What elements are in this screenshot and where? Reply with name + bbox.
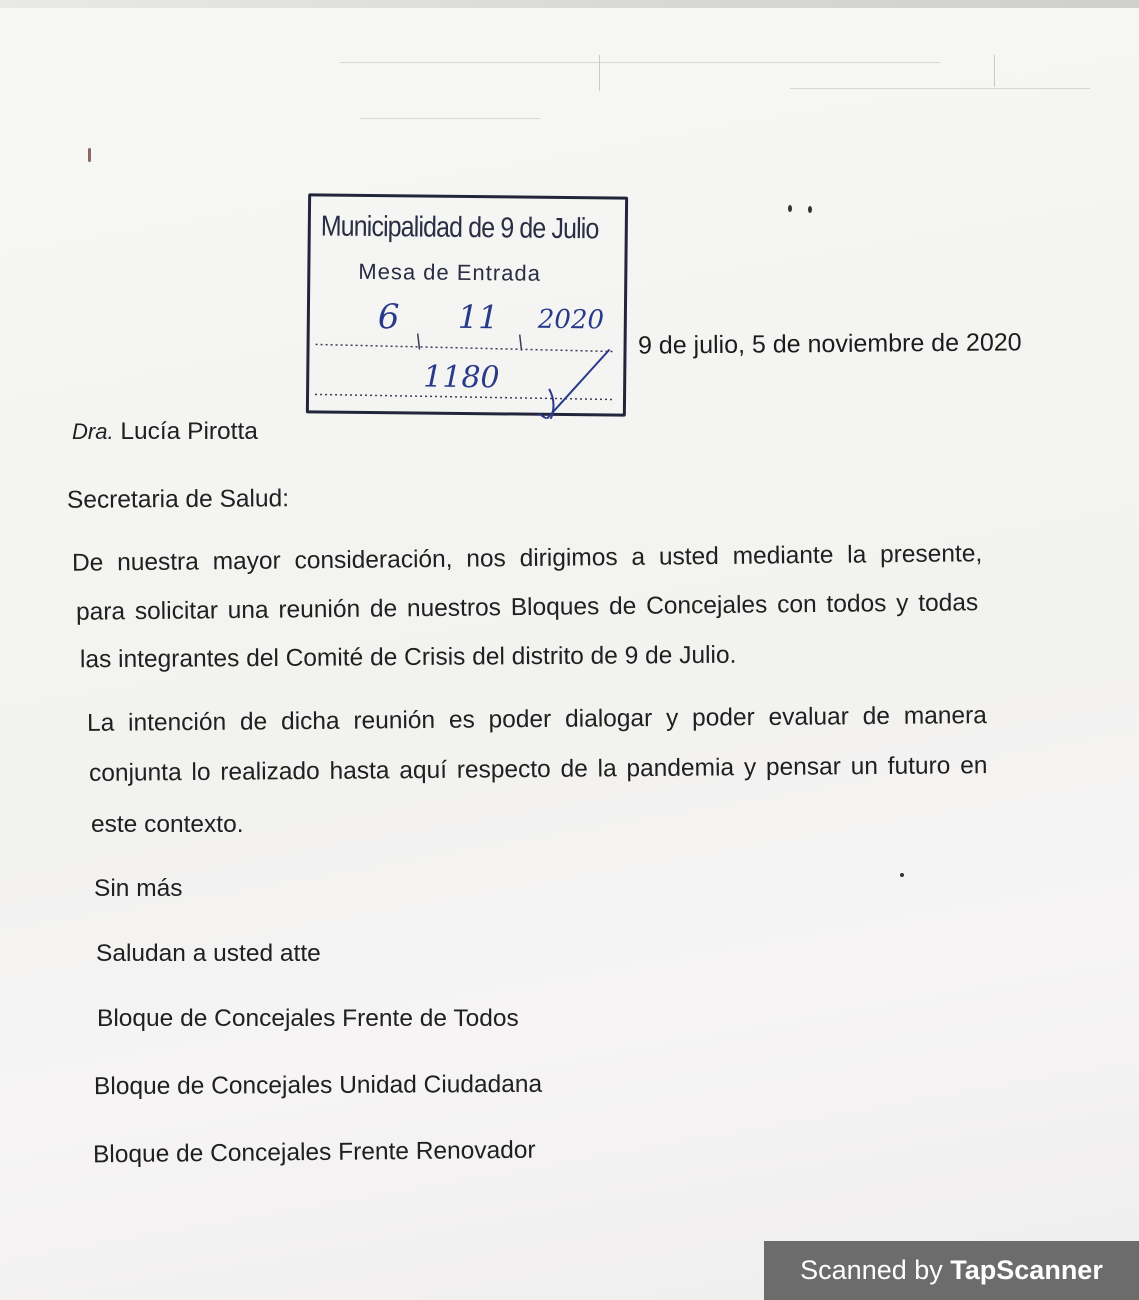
signatory-2: Bloque de Concejales Unidad Ciudadana <box>93 1070 543 1101</box>
recipient-name: Lucía Pirotta <box>120 418 258 445</box>
watermark-brand: TapScanner <box>950 1255 1103 1285</box>
ink-speck <box>808 206 812 213</box>
scan-edge <box>0 0 1139 8</box>
letter-date: 9 de julio, 5 de noviembre de 2020 <box>637 328 1022 360</box>
faint-header-line <box>340 62 940 63</box>
stamp-subtitle: Mesa de Entrada <box>358 258 542 286</box>
recipient-title: Dra. <box>72 419 114 444</box>
faint-header-line <box>360 118 540 119</box>
paragraph2-line3: este contexto. <box>91 811 244 838</box>
stamp-date-month: 11 <box>457 297 499 337</box>
watermark-prefix: Scanned by <box>800 1255 943 1285</box>
ink-speck <box>88 148 91 162</box>
ink-speck <box>788 205 792 212</box>
scanner-watermark <box>764 1241 1139 1300</box>
paragraph2-line1: La intención de dicha reunión es poder dialogar y poder evaluar de manera <box>86 702 987 737</box>
signatory-3: Bloque de Concejales Frente Renovador <box>92 1136 536 1169</box>
stamp-entry-number: 1180 <box>423 359 500 396</box>
signatory-1: Bloque de Concejales Frente de Todos <box>97 1005 519 1032</box>
closing-line1: Sin más <box>94 875 183 902</box>
reception-stamp <box>306 193 628 416</box>
paragraph1-line1: De nuestra mayor consideración, nos dirigimos a usted mediante la presente, <box>71 540 983 577</box>
ink-speck <box>900 873 904 877</box>
closing-line2: Saludan a usted atte <box>96 940 321 967</box>
paragraph1-line2: para solicitar una reunión de nuestros Bloques de Concejales con todos y todas <box>75 589 979 626</box>
stamp-date-day: 6 <box>377 297 400 338</box>
recipient-line <box>72 418 258 446</box>
stamp-title: Municipalidad de 9 de Julio <box>320 210 599 246</box>
faint-header-mark <box>599 55 600 91</box>
recipient-role: Secretaria de Salud: <box>66 485 290 514</box>
stamp-date-year: 2020 <box>537 304 605 336</box>
faint-header-line <box>790 88 1090 89</box>
paragraph1-line3: las integrantes del Comité de Crisis del distrito de 9 de Julio. <box>79 641 737 674</box>
paragraph2-line2: conjunta lo realizado hasta aquí respecto de la pandemia y pensar un futuro en <box>88 752 988 787</box>
faint-header-mark <box>994 55 995 87</box>
